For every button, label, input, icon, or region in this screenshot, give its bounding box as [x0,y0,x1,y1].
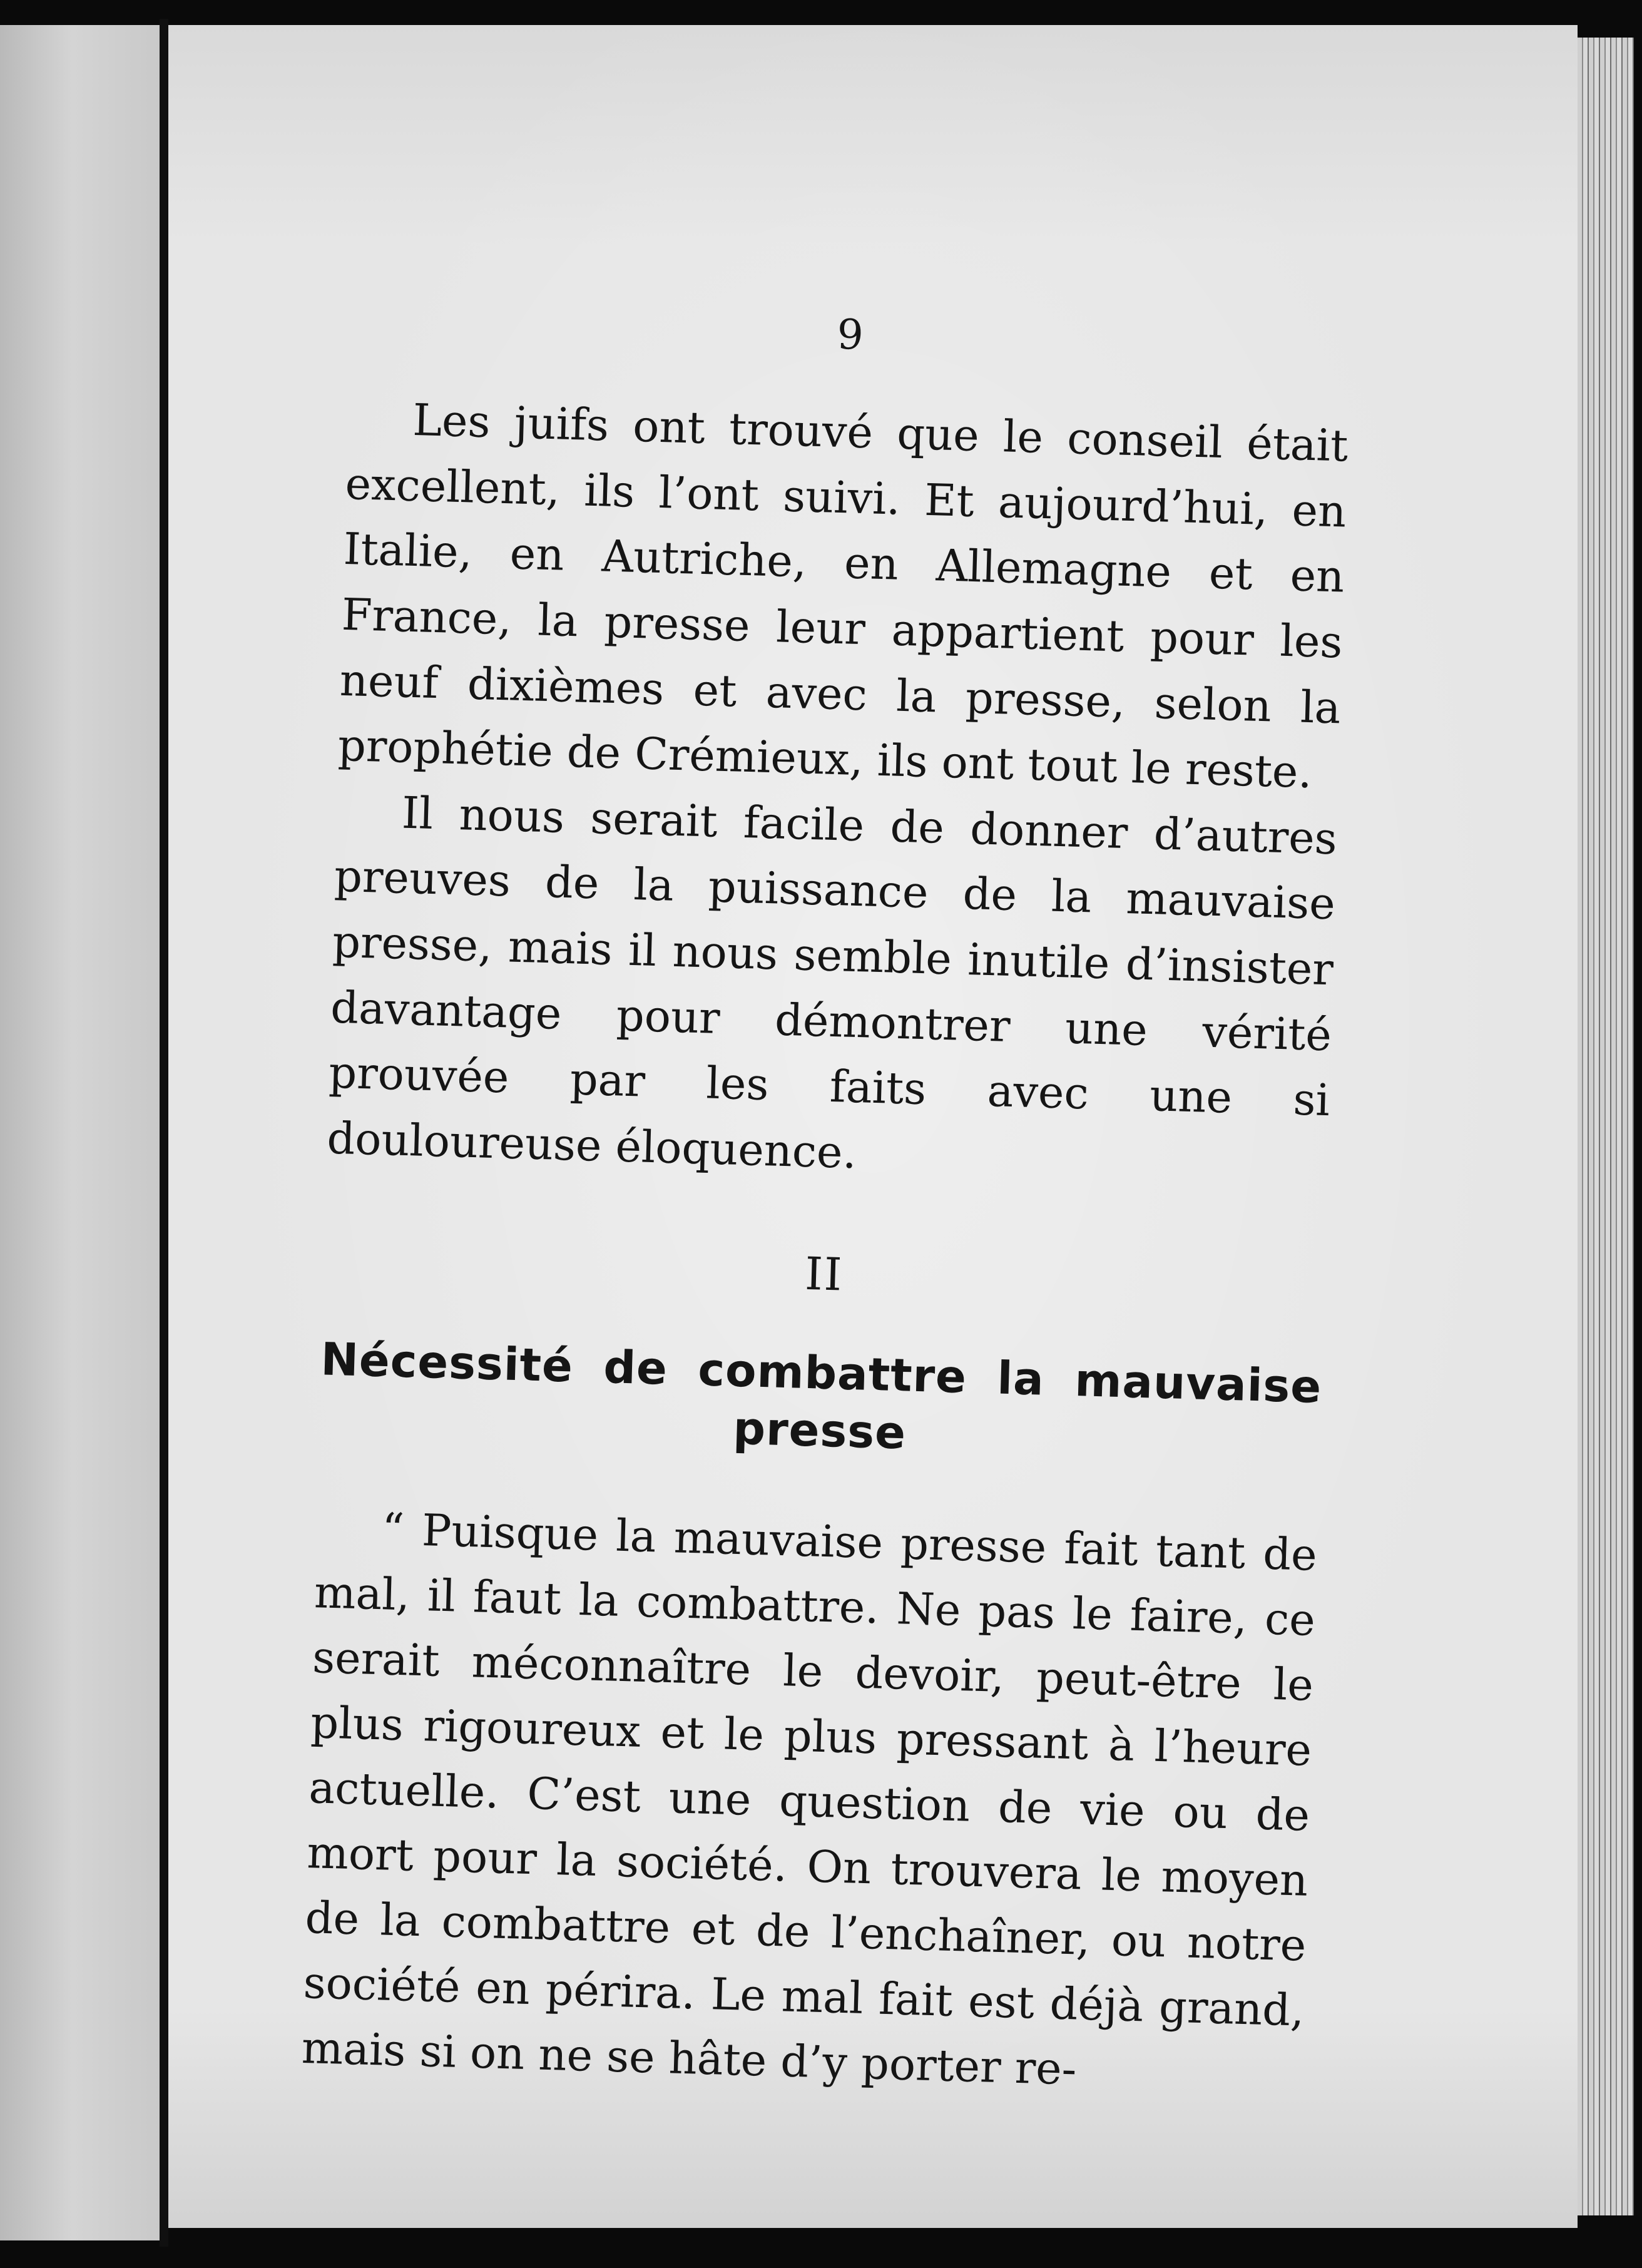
paragraph-2: Il nous serait facile de donner d’autres preuves de la puissance de la mauvaise presse, mais il nous semble inutile d’insister davantage pour démontrer une vérité prouvée par les faits avec une si douloureuse éloquence. [326,787,1338,1179]
facing-page-edge [0,25,160,2240]
section-number: II [804,1247,844,1301]
paragraph-1: Les juifs ont trouvé que le conseil était excellent, ils l’ont suivi. Et aujourd’hui, en Italie, en Autriche, en Allemagne et en France, la presse leur appartient pour les neuf dixièmes et avec la presse, selon la prophétie de Crémieux, ils ont tout le reste. [337,394,1349,799]
binding-gutter [160,19,168,2247]
page-number: 9 [836,310,864,359]
section-heading: Nécessité de combattre la mauvaise presse [320,1332,1323,1459]
stacked-page-edges [1578,38,1634,2215]
section-paragraph: “ Puisque la mauvaise presse fait tant de mal, il faut la combattre. Ne pas le faire, ce serait méconnaître le devoir, peut-être le plus rigoureux et le plus pressant à l’heure actuelle. C’est une question de vie ou de mort pour la société. On trouvera le moyen de la combattre et de l’enchaîner, ou notre société en périra. Le mal fait est déjà grand, mais si on ne se hâte d’y porter re- [300,1503,1318,2095]
text-block [301,300,1352,2108]
